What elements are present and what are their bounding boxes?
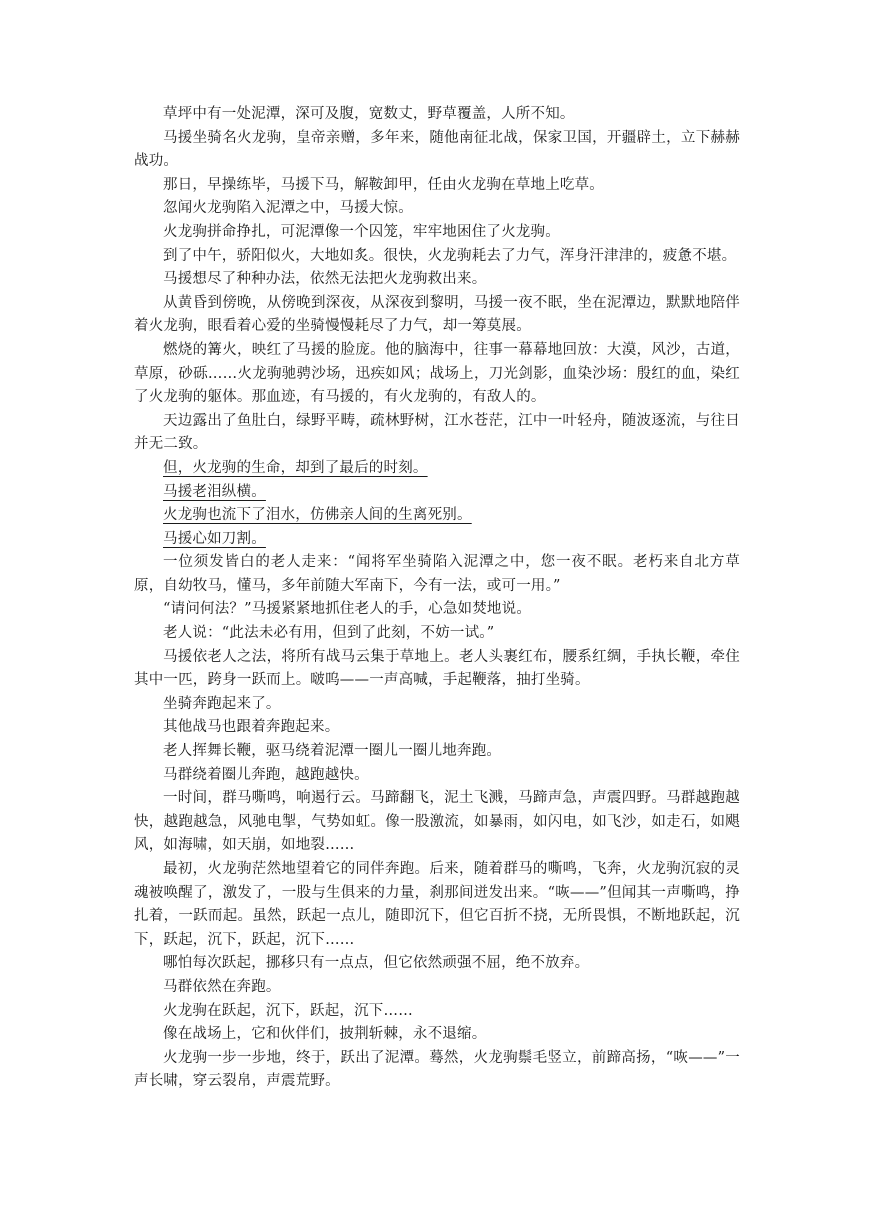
paragraph: 一时间，群马嘶鸣，响遏行云。马蹄翻飞，泥土飞溅，马蹄声急，声震四野。马群越跑越快，越跑越急，风驰电掣，气势如虹。像一股激流，如暴雨，如闪电，如飞沙，如走石，如飓风，如海啸，如天崩，如地裂…… (134, 790, 740, 854)
paragraph: 燃烧的篝火，映红了马援的脸庞。他的脑海中，往事一幕幕地回放：大漠，风沙，古道，草原，砂砾……火龙驹驰骋沙场，迅疾如风；战场上，刀光剑影，血染沙场：殷红的血，染红了火龙驹的躯体。那血迹，有马援的，有火龙驹的，有敌人的。 (134, 341, 740, 406)
story-text (134, 103, 740, 1094)
paragraph: 马群绕着圈儿奔跑，越跑越快。 (163, 766, 369, 783)
paragraph: 到了中午，骄阳似火，大地如炙。很快，火龙驹耗去了力气，浑身汗津津的，疲惫不堪。 (163, 247, 737, 264)
underlined-paragraph (134, 457, 740, 481)
underlined-sentence: 马援心如刀割。 (163, 530, 266, 547)
underlined-sentence: 但，火龙驹的生命，却到了最后的时刻。 (163, 459, 428, 476)
paragraph: 哪怕每次跃起，挪移只有一点点，但它依然顽强不屈，绝不放弃。 (163, 955, 590, 972)
paragraph: 马援依老人之法，将所有战马云集于草地上。老人头裹红布，腰系红绸，手执长鞭，牵住其中一匹，跨身一跃而上。啵呜——一声高喊，手起鞭落，抽打坐骑。 (134, 648, 740, 689)
paragraph: 像在战场上，它和伙伴们，披荆斩棘，永不退缩。 (163, 1026, 487, 1043)
paragraph: 坐骑奔跑起来了。 (163, 695, 281, 712)
paragraph: 草坪中有一处泥潭，深可及腹，宽数丈，野草覆盖，人所不知。 (163, 106, 575, 122)
underlined-sentence: 马援老泪纵横。 (163, 483, 266, 500)
paragraph: 那日，早操练毕，马援下马，解鞍卸甲，任由火龙驹在草地上吃草。 (163, 176, 604, 193)
underlined-paragraph (134, 528, 740, 552)
underlined-paragraph (134, 481, 740, 505)
paragraph: 火龙驹一步一步地，终于，跃出了泥潭。蓦然，火龙驹鬃毛竖立，前蹄高扬，“咴——”一声长啸，穿云裂帛，声震荒野。 (134, 1049, 740, 1090)
paragraph: 老人挥舞长鞭，驱马绕着泥潭一圈儿一圈儿地奔跑。 (163, 743, 502, 760)
paragraph: 马援坐骑名火龙驹，皇帝亲赠，多年来，随他南征北战，保家卫国，开疆辟土，立下赫赫战功。 (134, 129, 740, 170)
underlined-sentence: 火龙驹也流下了泪水，仿佛亲人间的生离死别。 (163, 507, 472, 524)
paragraph: 天边露出了鱼肚白，绿野平畴，疏林野树，江水苍茫，江中一叶轻舟，随波逐流，与往日并无二致。 (134, 412, 740, 453)
paragraph: “请问何法？”马援紧紧地抓住老人的手，心急如焚地说。 (163, 601, 532, 618)
paragraph: 火龙驹在跃起，沉下，跃起，沉下…… (163, 1002, 413, 1019)
paragraph: 马群依然在奔跑。 (163, 978, 281, 995)
paragraph: 马援想尽了种种办法，依然无法把火龙驹救出来。 (163, 271, 487, 288)
paragraph: 忽闻火龙驹陷入泥潭之中，马援大惊。 (163, 200, 413, 217)
paragraph: 一位须发皆白的老人走来：“闻将军坐骑陷入泥潭之中，您一夜不眠。老朽来自北方草原，自幼牧马，懂马，多年前随大军南下，今有一法，或可一用。” (134, 554, 740, 594)
paragraph: 最初，火龙驹茫然地望着它的同伴奔跑。后来，随着群马的嘶鸣，飞奔，火龙驹沉寂的灵魂被唤醒了，激发了，一股与生俱来的力量，刹那间迸发出来。“咴——”但闻其一声嘶鸣，挣扎着，一跃而起。虽然，跃起一点儿，随即沉下，但它百折不挠，无所畏惧，不断地跃起，沉下，跃起，沉下，跃起，沉下…… (134, 861, 740, 948)
paragraph: 其他战马也跟着奔跑起来。 (163, 719, 340, 736)
underlined-paragraph (134, 504, 740, 528)
paragraph: 火龙驹拼命挣扎，可泥潭像一个囚笼，牢牢地困住了火龙驹。 (163, 223, 560, 240)
paragraph: 老人说：“此法未必有用，但到了此刻，不妨一试。” (163, 625, 495, 642)
paragraph: 从黄昏到傍晚，从傍晚到深夜，从深夜到黎明，马援一夜不眠，坐在泥潭边，默默地陪伴着火龙驹，眼看着心爱的坐骑慢慢耗尽了力气，却一筹莫展。 (134, 294, 740, 335)
